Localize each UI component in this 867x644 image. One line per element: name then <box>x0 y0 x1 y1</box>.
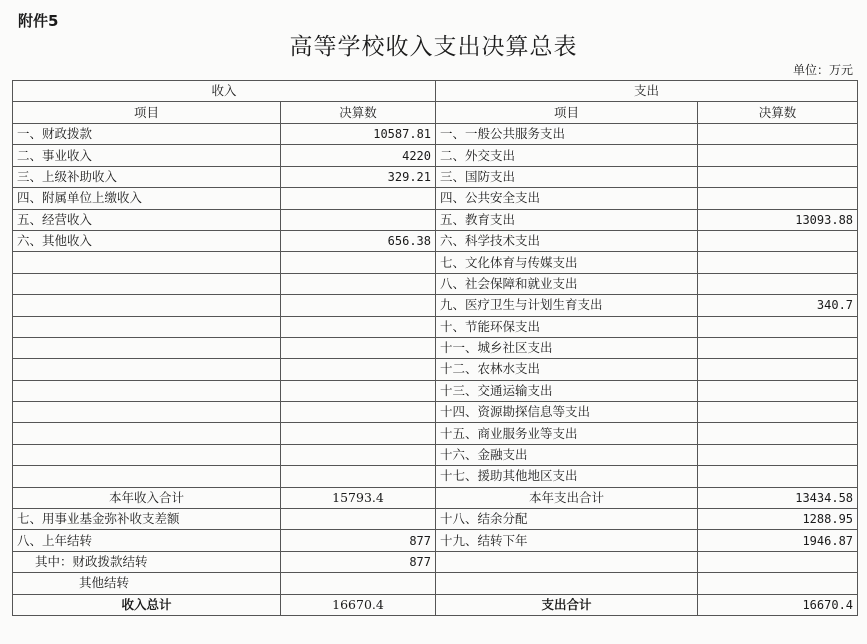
expense-section-header: 支出 <box>436 81 858 102</box>
expense-item-label: 十四、资源勘探信息等支出 <box>436 402 698 423</box>
expense-amount <box>698 124 858 145</box>
table-row <box>13 124 858 145</box>
table-row <box>13 551 858 572</box>
table-row <box>13 230 858 251</box>
table-row <box>13 380 858 401</box>
budget-table <box>12 80 858 616</box>
income-amount-header: 决算数 <box>281 102 436 124</box>
expense-amount: 1288.95 <box>698 509 858 530</box>
income-section-header: 收入 <box>13 81 436 102</box>
expense-item-label: 十六、金融支出 <box>436 444 698 465</box>
income-item-label <box>13 444 281 465</box>
expense-amount <box>698 551 858 572</box>
income-item-label <box>13 252 281 273</box>
expense-item-label: 十七、援助其他地区支出 <box>436 466 698 487</box>
income-amount <box>281 466 436 487</box>
expense-item-label <box>436 573 698 594</box>
income-item-label: 三、上级补助收入 <box>13 166 281 187</box>
income-amount <box>281 209 436 230</box>
table-row <box>13 252 858 273</box>
income-amount <box>281 188 436 209</box>
attachment-label: 附件5 <box>18 12 59 30</box>
income-item-label: 四、附属单位上缴收入 <box>13 188 281 209</box>
expense-item-label: 三、国防支出 <box>436 166 698 187</box>
table-row <box>13 444 858 465</box>
expense-amount <box>698 359 858 380</box>
income-item-label <box>13 295 281 316</box>
expense-item-label <box>436 551 698 572</box>
expense-item-label: 十五、商业服务业等支出 <box>436 423 698 444</box>
income-item-label <box>13 337 281 358</box>
table-row <box>13 273 858 294</box>
expense-item-label: 十、节能环保支出 <box>436 316 698 337</box>
income-item-label: 其他结转 <box>13 573 281 594</box>
income-item-label: 一、财政拨款 <box>13 124 281 145</box>
income-subtotal-amount: 15793.4 <box>281 487 436 508</box>
income-total-amount: 16670.4 <box>281 594 436 615</box>
income-item-label: 五、经营收入 <box>13 209 281 230</box>
income-amount: 877 <box>281 551 436 572</box>
expense-amount <box>698 466 858 487</box>
income-item-label <box>13 359 281 380</box>
expense-amount: 1946.87 <box>698 530 858 551</box>
table-row <box>13 359 858 380</box>
expense-amount <box>698 423 858 444</box>
income-item-label <box>13 402 281 423</box>
expense-amount <box>698 316 858 337</box>
expense-item-label: 五、教育支出 <box>436 209 698 230</box>
income-amount <box>281 509 436 530</box>
income-amount <box>281 380 436 401</box>
income-item-label: 六、其他收入 <box>13 230 281 251</box>
expense-item-header: 项目 <box>436 102 698 124</box>
unit-label: 单位：万元 <box>792 63 853 77</box>
expense-item-label: 八、社会保障和就业支出 <box>436 273 698 294</box>
expense-amount <box>698 337 858 358</box>
expense-amount <box>698 273 858 294</box>
expense-item-label: 十一、城乡社区支出 <box>436 337 698 358</box>
subtotal-row <box>13 487 858 508</box>
expense-item-label: 十九、结转下年 <box>436 530 698 551</box>
expense-amount <box>698 188 858 209</box>
income-item-label: 七、用事业基金弥补收支差额 <box>13 509 281 530</box>
expense-amount <box>698 402 858 423</box>
table-row <box>13 530 858 551</box>
expense-total-amount: 16670.4 <box>698 594 858 615</box>
page-title: 高等学校收入支出决算总表 <box>289 34 578 60</box>
income-item-label: 二、事业收入 <box>13 145 281 166</box>
total-row <box>13 594 858 615</box>
expense-item-label: 十二、农林水支出 <box>436 359 698 380</box>
expense-item-label: 一、一般公共服务支出 <box>436 124 698 145</box>
expense-amount <box>698 252 858 273</box>
table-row <box>13 209 858 230</box>
expense-amount <box>698 145 858 166</box>
income-amount <box>281 423 436 444</box>
expense-amount <box>698 166 858 187</box>
expense-amount <box>698 230 858 251</box>
expense-item-label: 二、外交支出 <box>436 145 698 166</box>
income-amount: 4220 <box>281 145 436 166</box>
income-item-label <box>13 423 281 444</box>
income-item-label <box>13 316 281 337</box>
header-row-sections <box>13 81 858 102</box>
income-amount: 329.21 <box>281 166 436 187</box>
expense-item-label: 七、文化体育与传媒支出 <box>436 252 698 273</box>
table-row <box>13 423 858 444</box>
expense-amount <box>698 444 858 465</box>
table-row <box>13 337 858 358</box>
income-item-label <box>13 466 281 487</box>
income-amount <box>281 444 436 465</box>
expense-item-label: 四、公共安全支出 <box>436 188 698 209</box>
table-row <box>13 316 858 337</box>
income-item-label: 其中：财政拨款结转 <box>13 551 281 572</box>
income-amount: 10587.81 <box>281 124 436 145</box>
income-item-label <box>13 380 281 401</box>
income-amount <box>281 316 436 337</box>
expense-item-label: 十八、结余分配 <box>436 509 698 530</box>
income-amount <box>281 573 436 594</box>
expense-item-label: 九、医疗卫生与计划生育支出 <box>436 295 698 316</box>
expense-amount-header: 决算数 <box>698 102 858 124</box>
expense-subtotal-amount: 13434.58 <box>698 487 858 508</box>
table-row <box>13 295 858 316</box>
expense-amount: 340.7 <box>698 295 858 316</box>
expense-item-label: 六、科学技术支出 <box>436 230 698 251</box>
income-amount <box>281 359 436 380</box>
header-row-columns <box>13 102 858 124</box>
table-row <box>13 573 858 594</box>
expense-amount: 13093.88 <box>698 209 858 230</box>
table-row <box>13 166 858 187</box>
income-item-label: 八、上年结转 <box>13 530 281 551</box>
expense-subtotal-label: 本年支出合计 <box>436 487 698 508</box>
table-row <box>13 145 858 166</box>
income-amount: 877 <box>281 530 436 551</box>
table-row <box>13 466 858 487</box>
income-amount <box>281 273 436 294</box>
income-amount: 656.38 <box>281 230 436 251</box>
expense-amount <box>698 573 858 594</box>
income-subtotal-label: 本年收入合计 <box>13 487 281 508</box>
expense-total-label: 支出合计 <box>436 594 698 615</box>
income-amount <box>281 402 436 423</box>
income-amount <box>281 295 436 316</box>
income-item-label <box>13 273 281 294</box>
expense-item-label: 十三、交通运输支出 <box>436 380 698 401</box>
income-item-header: 项目 <box>13 102 281 124</box>
income-amount <box>281 252 436 273</box>
income-total-label: 收入总计 <box>13 594 281 615</box>
expense-amount <box>698 380 858 401</box>
table-row <box>13 188 858 209</box>
income-amount <box>281 337 436 358</box>
table-row <box>13 402 858 423</box>
table-row <box>13 509 858 530</box>
